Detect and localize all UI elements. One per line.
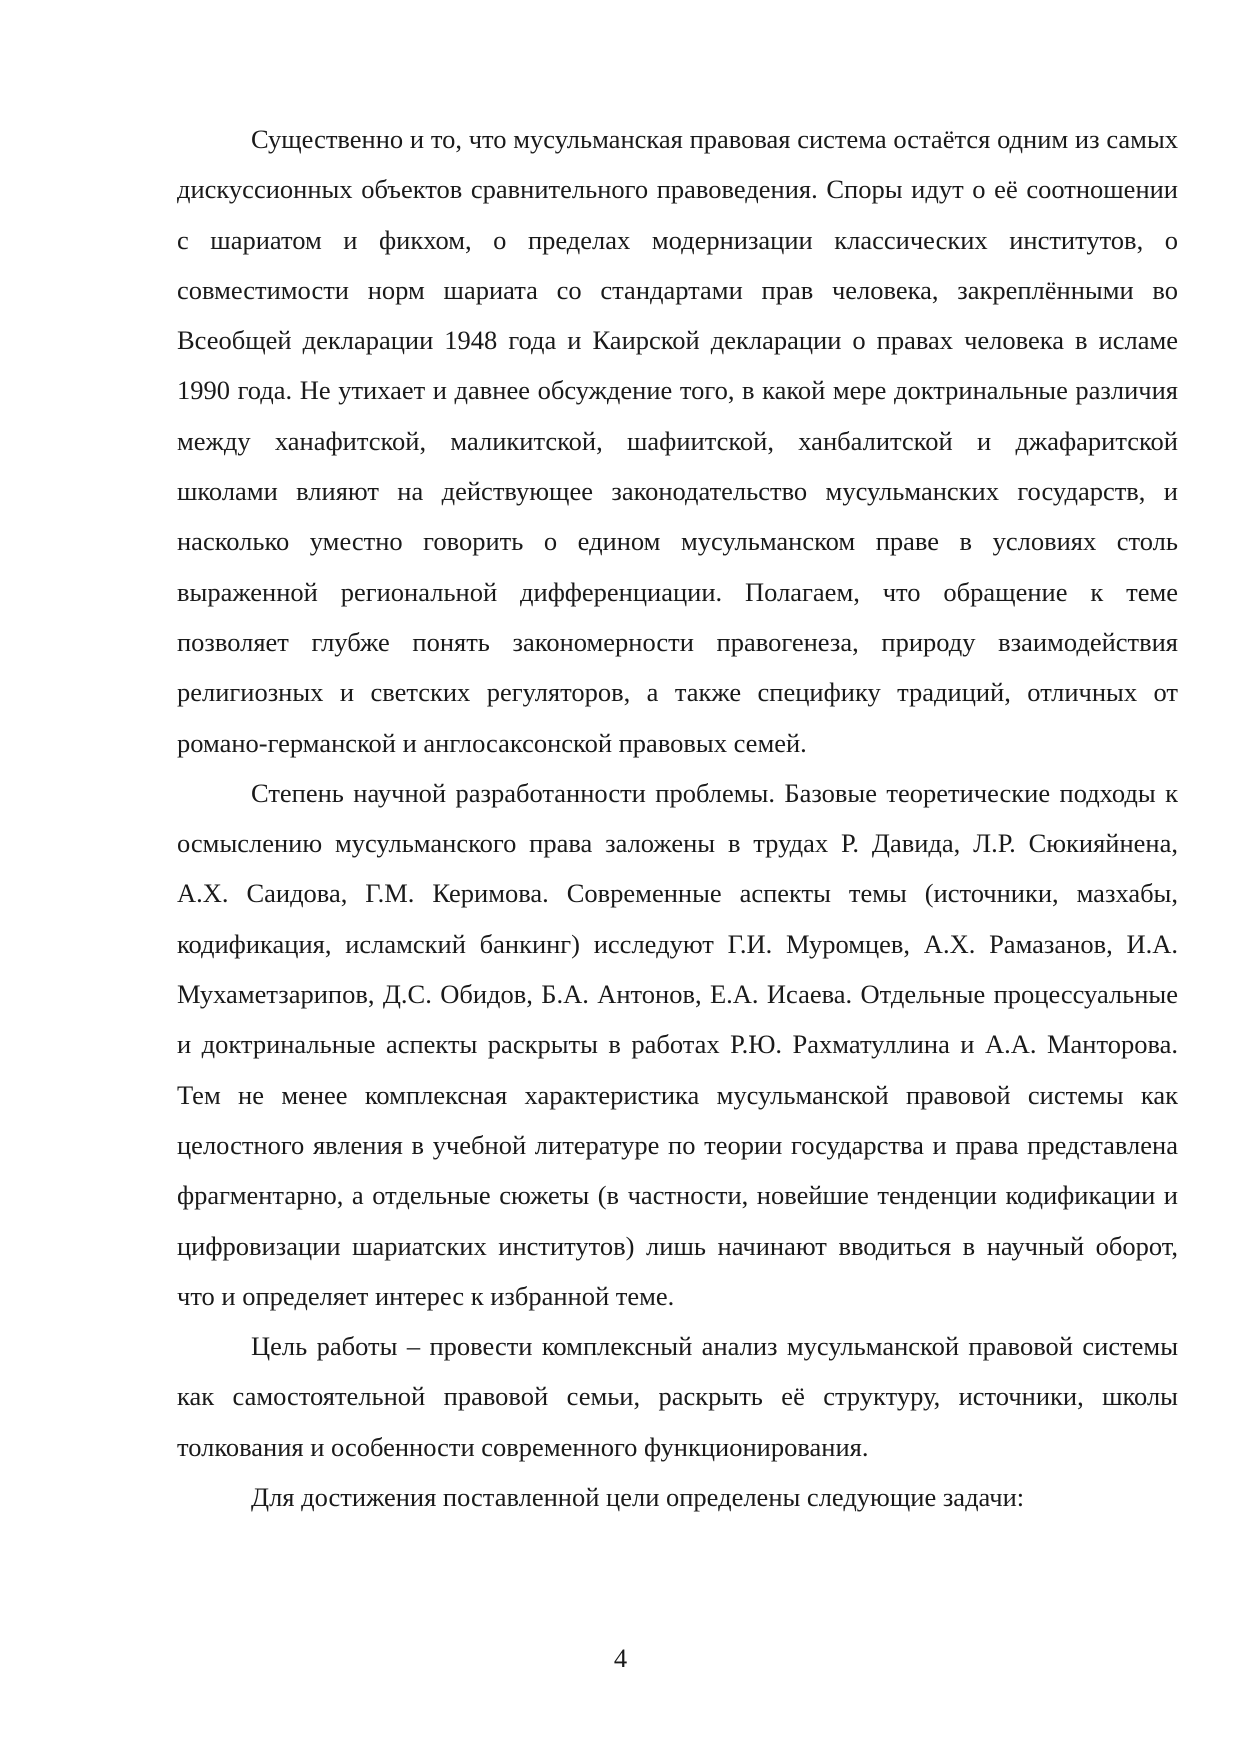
paragraph-relevance: Существенно и то, что мусульманская правовая система остаётся одним из самых дискуссионных объектов сравнительного правоведения. Споры идут о её соотношении с шариатом и фикхом, о пределах модернизации классических институтов, о совместимости норм шариата со стандартами прав человека, закреплёнными во Всеобщей декларации 1948 года и Каирской декларации о правах человека в исламе 1990 года. Не утихает и давнее обсуждение того, в какой мере доктринальные различия между ханафитской, маликитской, шафиитской, ханбалитской и джафаритской школами влияют на действующее законодательство мусульманских государств, и насколько уместно говорить о едином мусульманском праве в условиях столь выраженной региональной дифференциации. Полагаем, что обращение к теме позволяет глубже понять закономерности правогенеза, природу взаимодействия религиозных и светских регуляторов, а также специфику традиций, отличных от романо-германской и англосаксонской правовых семей. (177, 124, 1178, 758)
paragraph-research-state: Степень научной разработанности проблемы. Базовые теоретические подходы к осмыслению мусульманского права заложены в трудах Р. Давида, Л.Р. Сюкияйнена, А.Х. Саидова, Г.М. Керимова. Современные аспекты темы (источники, мазхабы, кодификация, исламский банкинг) исследуют Г.И. Муромцев, А.Х. Рамазанов, И.А. Мухаметзарипов, Д.С. Обидов, Б.А. Антонов, Е.А. Исаева. Отдельные процессуальные и доктринальные аспекты раскрыты в работах Р.Ю. Рахматуллина и А.А. Манторова. Тем не менее комплексная характеристика мусульманской правовой системы как целостного явления в учебной литературе по теории государства и права представлена фрагментарно, а отдельные сюжеты (в частности, новейшие тенденции кодификации и цифровизации шариатских институтов) лишь начинают вводиться в научный оборот, что и определяет интерес к избранной теме. (177, 777, 1178, 1311)
document-body (177, 114, 1178, 1522)
paragraph-tasks-intro: Для достижения поставленной цели определены следующие задачи: (251, 1482, 1025, 1513)
page-number: 4 (613, 1643, 628, 1673)
paragraph-goal: Цель работы – провести комплексный анализ мусульманской правовой системы как самостоятельной правовой семьи, раскрыть её структуру, источники, школы толкования и особенности современного функционирования. (177, 1331, 1178, 1462)
